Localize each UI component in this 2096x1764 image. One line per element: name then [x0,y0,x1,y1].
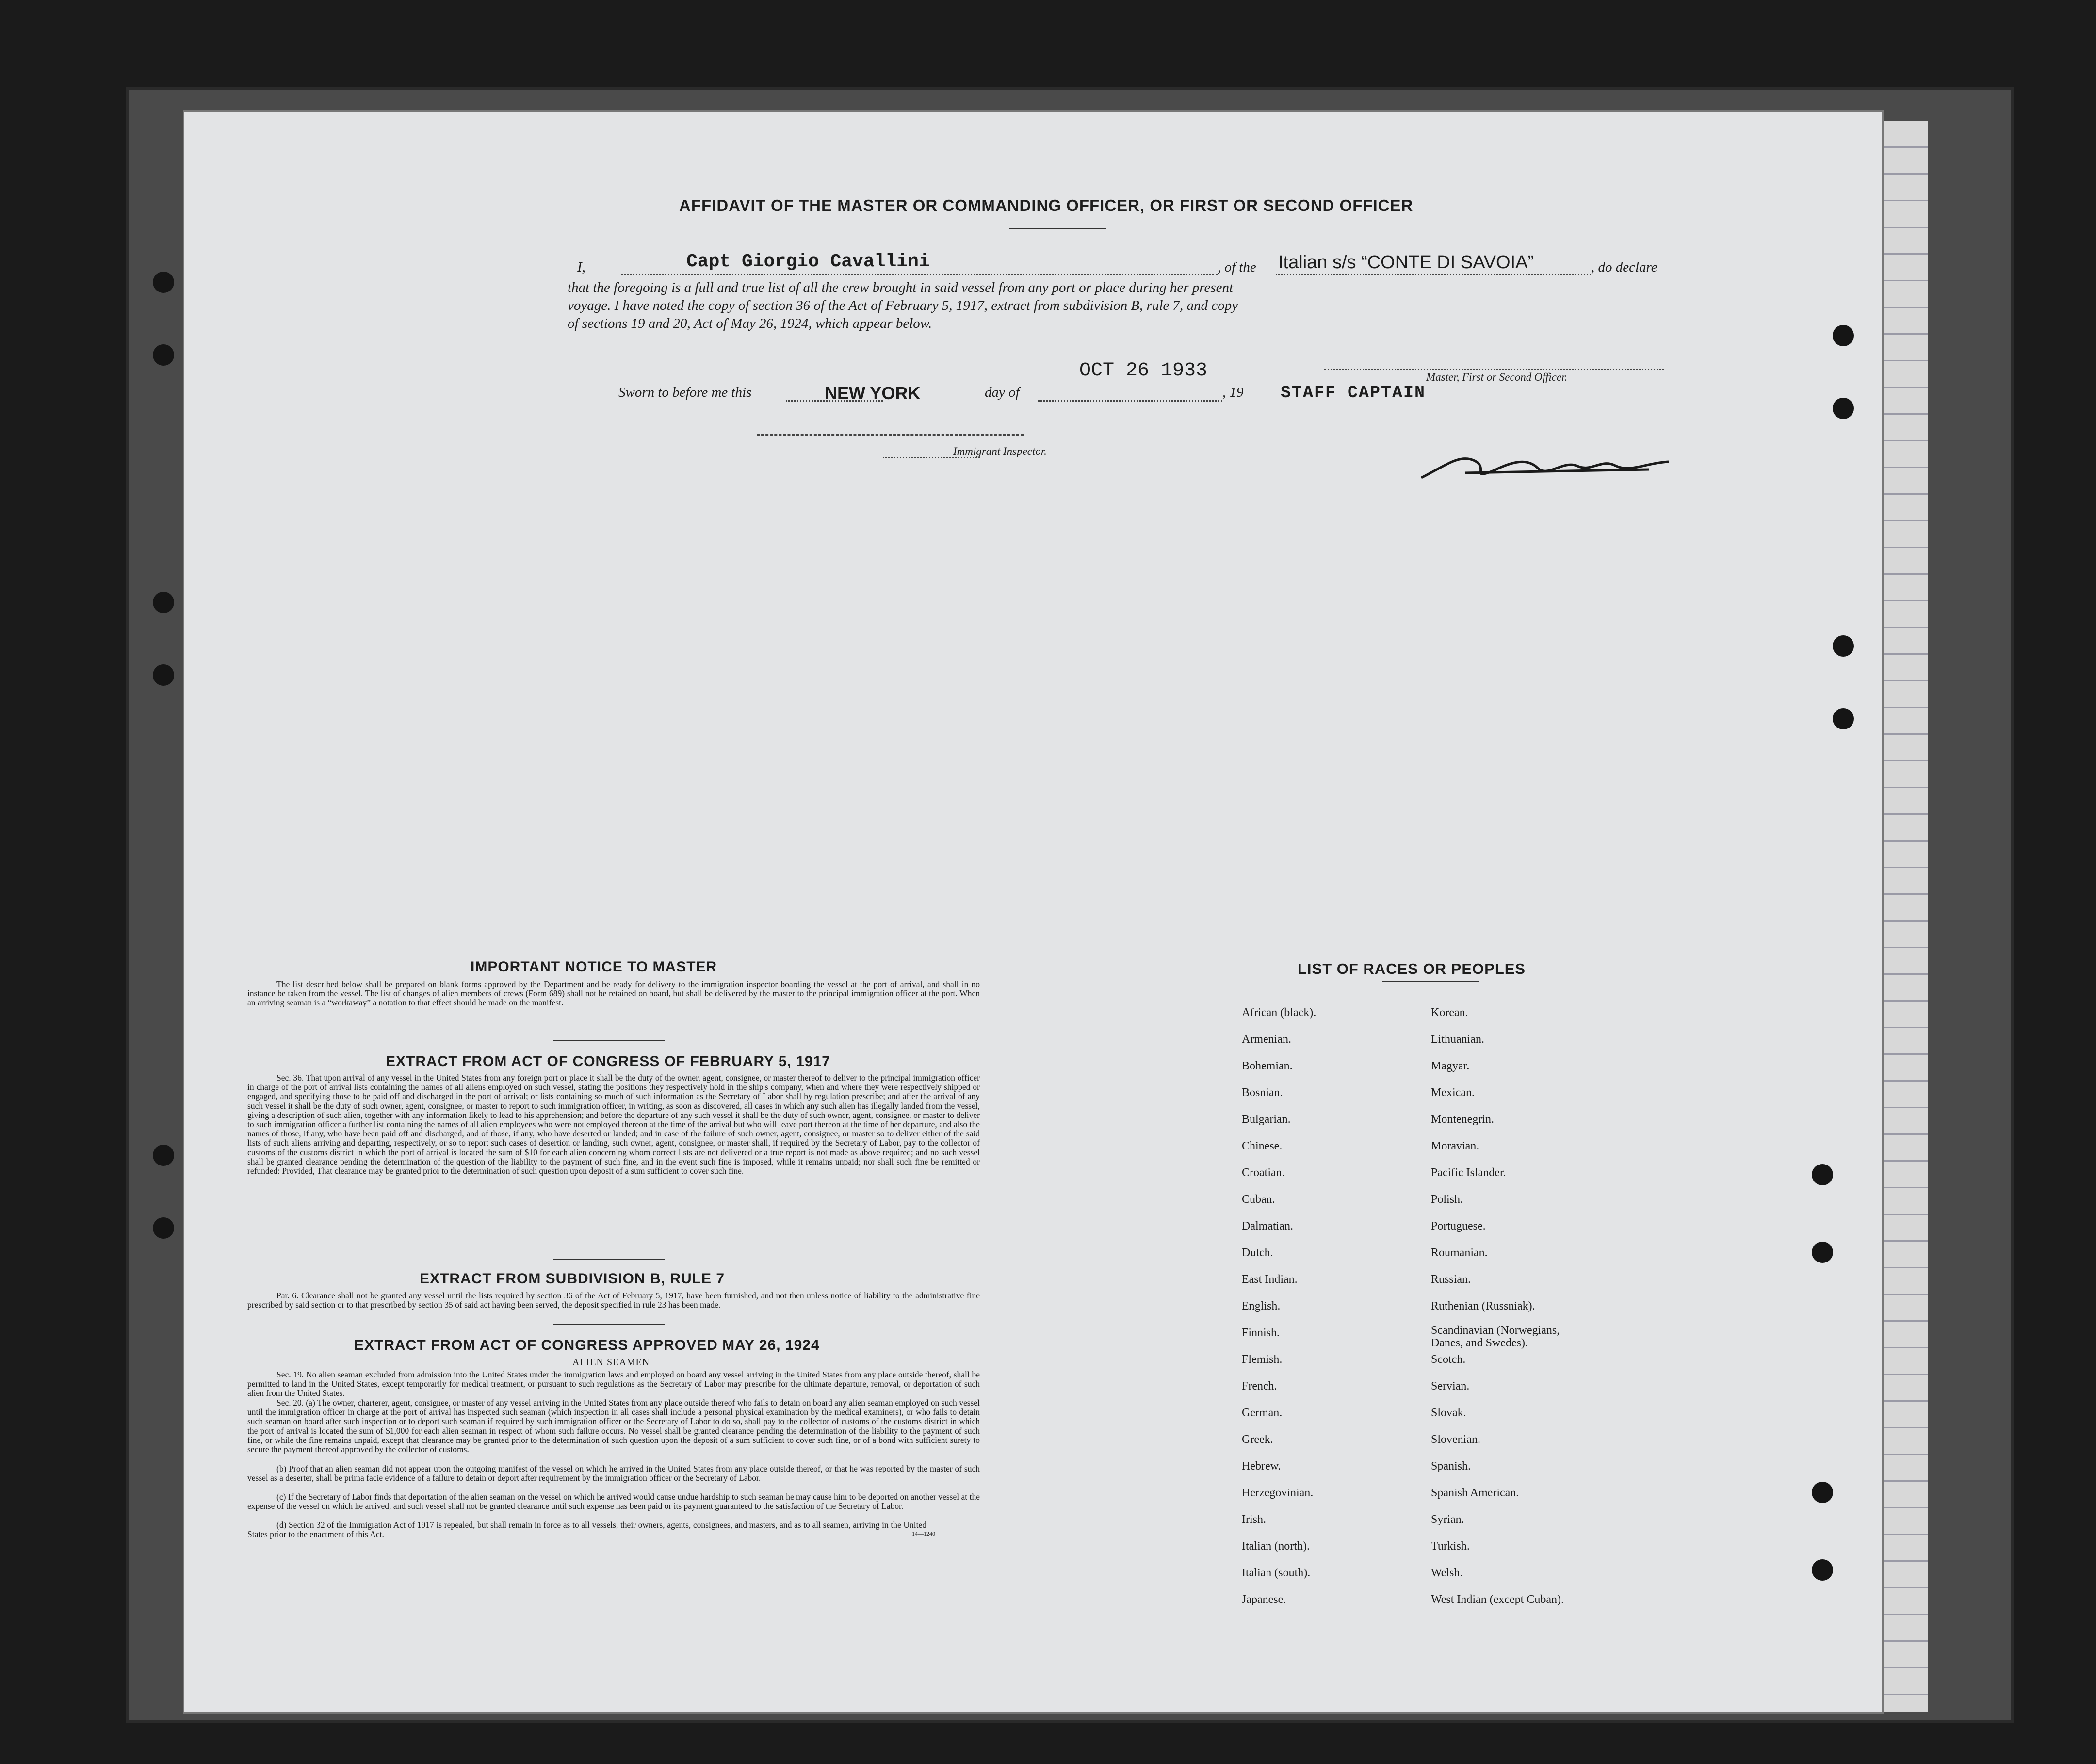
race-item: Montenegrin. [1431,1113,1494,1126]
race-item: Flemish. [1242,1353,1283,1366]
race-item: Irish. [1242,1513,1266,1526]
date-stamp: OCT 26 1933 [1079,360,1208,382]
vessel-blank [1276,274,1591,275]
races-title: LIST OF RACES OR PEOPLES [1298,960,1526,977]
race-item: East Indian. [1242,1273,1298,1286]
sworn-place-value: NEW YORK [825,383,921,403]
affidavit-i: I, [577,259,585,275]
inspector-signature-blank [757,434,1024,436]
binder-hole [153,1145,174,1166]
affidavit-line-3: voyage. I have noted the copy of section 36 of the Act of February 5, 1917, extract from subdivision B, rule 7, and copy [568,298,1238,313]
race-item: Russian. [1431,1273,1471,1286]
binder-hole [153,664,174,686]
signer-caption: Master, First or Second Officer. [1426,371,1568,383]
race-item: Chinese. [1242,1140,1283,1152]
race-item: Dutch. [1242,1246,1273,1259]
officer-name-value: Capt Giorgio Cavallini [686,251,930,272]
extract-1924-subtitle: ALIEN SEAMEN [572,1357,650,1368]
race-item: African (black). [1242,1006,1316,1019]
extract-rule7-body: Par. 6. Clearance shall not be granted any vessel until the lists required by section 36 of the Act of February 5, 1917, have been furnished, and not then unless notice of liability to the administrative fine prescribed by said section or to that prescribed by section 35 of said act having been served, the deposit specified in rule 23 has been made. [247,1291,980,1310]
extract-1917-body: Sec. 36. That upon arrival of any vessel in the United States from any foreign port or place it shall be the duty of the owner, agent, consignee, or master thereof to deliver to the principal immigration officer in charge of the port of arrival lists containing the names of all aliens employed on such vessel, stating the positions they respectively hold in the ship's company, when and where they were respectively shipped or engaged, and specifying those to be paid off and discharged in the port of arrival; or lists containing so much of such information as the Secretary of Labor shall by regulation prescribe; and after the arrival of any such vessel it shall be the duty of such owner, agent, consignee, or master to report to such immigration officer, in writing, as soon as discovered, all cases in which any such alien has illegally landed from the vessel, giving a description of such alien, together with any information likely to lead to his apprehension; and before the departure of any such vessel it shall be the duty of such owner, agent, consignee, or master to deliver to such immigration officer a further list containing the names of all alien employees who were not employed thereon at the time of the arrival but who will leave port thereon at the time of her departure, and also the names of those, if any, who have been paid off and discharged, and of those, if any, who have deserted or landed; and in case of the failure of such owner, agent, consignee, or master so to deliver either of the said lists of such aliens arriving and departing, respectively, or so to report such cases of desertion or landing, such owner, agent, consignee, or master shall, if required by the Secretary of Labor, pay to the collector of customs of the customs district in which the port of arrival is located the sum of $10 for each alien concerning whom correct lists are not delivered or a true report is not made as above required; and no such vessel shall be granted clearance pending the determination of the question of the liability to the payment of such fine, and in the event such fine is imposed, while it remains unpaid; nor shall such fine be remitted or refunded: Provided, That clearance may be granted prior to the determination of such question upon deposit of a sum sufficient to cover such fine. [247,1073,980,1176]
race-item: Turkish. [1431,1540,1470,1553]
divider-2 [553,1259,665,1260]
race-item: Syrian. [1431,1513,1464,1526]
extract-1917-title: EXTRACT FROM ACT OF CONGRESS OF FEBRUARY 5, 1917 [386,1053,830,1069]
race-item: Polish. [1431,1193,1463,1206]
race-item: Pacific Islander. [1431,1166,1506,1179]
sec-20c-body: (c) If the Secretary of Labor finds that deportation of the alien seaman on the vessel on which he arrived would cause undue hardship to such seaman he may cause him to be deported on another vessel at the expense of the vessel on which he arrived, and such vessel shall not be granted clearance until such expense has been paid or its payment guaranteed to the satisfaction of the Secretary of Labor. [247,1492,980,1511]
punch-hole [1812,1242,1833,1263]
name-blank [621,274,1218,275]
race-item: Cuban. [1242,1193,1275,1206]
sec-20d-body: (d) Section 32 of the Immigration Act of 1917 is repealed, but shall remain in force as to all vessels, their owners, agents, consignees, and masters, and as to all seamen, arriving in the United States prior to the enactment of this Act. [247,1520,926,1539]
divider-3 [553,1324,665,1325]
day-of-label: day of [985,385,1020,400]
sec-20a-body: Sec. 20. (a) The owner, charterer, agent, consignee, or master of any vessel arriving in the United States from any place outside thereof who fails to detain on board any alien seaman employed on such vessel until the immigration officer in charge at the port of arrival has inspected such seaman (which inspection in all cases shall include a personal physical examination by the medical examiners), or who fails to detain such seaman on board after such inspection or to deport such seaman if required by such immigration officer or the Secretary of Labor to do so, shall pay to the collector of customs of the customs district in which the port of arrival is located the sum of $1,000 for each alien seaman in respect of whom such failure occurs. No vessel shall be granted clearance pending the determination of the liability to the payment of such fine, or while the fine remains unpaid, except that clearance may be granted prior to the determination of such question upon the deposit of a sum sufficient to cover such fine, or of a bond with sufficient surety to secure the payment thereof approved by the collector of customs. [247,1398,980,1455]
race-item: Bulgarian. [1242,1113,1291,1126]
race-item: Hebrew. [1242,1460,1281,1473]
race-item: Mexican. [1431,1086,1475,1099]
race-item: Japanese. [1242,1593,1286,1606]
binder-hole [153,272,174,293]
race-item: French. [1242,1380,1277,1392]
extract-rule7-title: EXTRACT FROM SUBDIVISION B, RULE 7 [420,1271,725,1287]
punch-hole [1812,1482,1833,1503]
race-item: Bohemian. [1242,1060,1293,1072]
race-item: Spanish American. [1431,1487,1519,1499]
signature-blank [1324,369,1664,370]
punch-hole [1812,1164,1833,1185]
race-item: Magyar. [1431,1060,1470,1072]
race-item: Bosnian. [1242,1086,1283,1099]
punch-hole [1833,708,1854,729]
race-item: Servian. [1431,1380,1470,1392]
inspector-caption: Immigrant Inspector. [953,445,1047,457]
race-item: Portuguese. [1431,1220,1486,1232]
extract-1924-title: EXTRACT FROM ACT OF CONGRESS APPROVED MAY 26, 1924 [354,1337,820,1353]
punch-hole [1812,1559,1833,1581]
title-underline [1009,228,1106,229]
binder-hole [153,1217,174,1239]
year-label: , 19 [1222,385,1244,400]
race-item: Herzegovinian. [1242,1487,1314,1499]
race-item: Welsh. [1431,1567,1463,1579]
race-item: Korean. [1431,1006,1468,1019]
divider-1 [553,1040,665,1041]
affidavit-title: AFFIDAVIT OF THE MASTER OR COMMANDING OFFICER, OR FIRST OR SECOND OFFICER [679,196,1414,214]
vessel-value: Italian s/s “CONTE DI SAVOIA” [1278,252,1534,273]
race-item: Dalmatian. [1242,1220,1293,1232]
punch-hole [1833,635,1854,657]
race-item: Moravian. [1431,1140,1479,1152]
race-item: Slovak. [1431,1407,1466,1419]
race-item: Greek. [1242,1433,1273,1446]
punch-hole [1833,398,1854,419]
affidavit-line-4: of sections 19 and 20, Act of May 26, 1924, which appear below. [568,316,932,331]
sec-20b-body: (b) Proof that an alien seaman did not appear upon the outgoing manifest of the vessel on which he arrived in the United States from any place outside thereof, or that he was reported by the master of such vessel as a deserter, shall be prima facie evidence of a failure to detain or deport after requirement by the immigration officer or the Secretary of Labor. [247,1464,980,1483]
race-item: Ruthenian (Russniak). [1431,1300,1535,1312]
punch-hole [1833,325,1854,346]
document-page [184,112,1882,1712]
notice-title: IMPORTANT NOTICE TO MASTER [471,959,717,975]
race-item: Spanish. [1431,1460,1471,1473]
race-item: Scandinavian (Norwegians, Danes, and Swedes). [1431,1324,1560,1349]
race-item: Scotch. [1431,1353,1466,1366]
do-declare-label: , do declare [1591,259,1657,275]
race-item: Finnish. [1242,1327,1280,1339]
race-item: German. [1242,1407,1283,1419]
races-title-underline [1382,981,1479,982]
race-item: English. [1242,1300,1281,1312]
race-item: Italian (south). [1242,1567,1311,1579]
sworn-label: Sworn to before me this [618,385,752,400]
race-item: Italian (north). [1242,1540,1310,1553]
notice-body: The list described below shall be prepared on blank forms approved by the Department and be ready for delivery to the immigration inspector boarding the vessel at the port of arrival, and shall in no instance be taken from the vessel. The list of changes of alien members of crews (Form 689) shall not be retained on board, but shall be delivered by the master to the principal immigration officer at the port. When an arriving seaman is a “workaway” a notation to that effect should be made on the manifest. [247,979,980,1008]
day-blank [1038,400,1222,402]
sec-19-body: Sec. 19. No alien seaman excluded from admission into the United States under the immigration laws and employed on board any vessel arriving in the United States from any place outside thereof, shall be permitted to land in the United States, except temporarily for medical treatment, or pursuant to such regulations as the Secretary of Labor may prescribe for the ultimate departure, removal, or deportation of such alien from the United States. [247,1370,980,1398]
officer-signature [1416,451,1688,485]
race-item: West Indian (except Cuban). [1431,1593,1564,1606]
binder-hole [153,344,174,366]
of-the-label: , of the [1218,259,1256,275]
race-item: Armenian. [1242,1033,1291,1046]
binder-hole [153,592,174,613]
race-item: Slovenian. [1431,1433,1480,1446]
signer-title-value: STAFF CAPTAIN [1281,383,1426,403]
race-item: Roumanian. [1431,1246,1488,1259]
race-item: Lithuanian. [1431,1033,1484,1046]
affidavit-line-2: that the foregoing is a full and true list of all the crew brought in said vessel from any port or place during her present [568,280,1234,295]
form-number: 14—1240 [912,1530,935,1537]
race-item: Croatian. [1242,1166,1285,1179]
